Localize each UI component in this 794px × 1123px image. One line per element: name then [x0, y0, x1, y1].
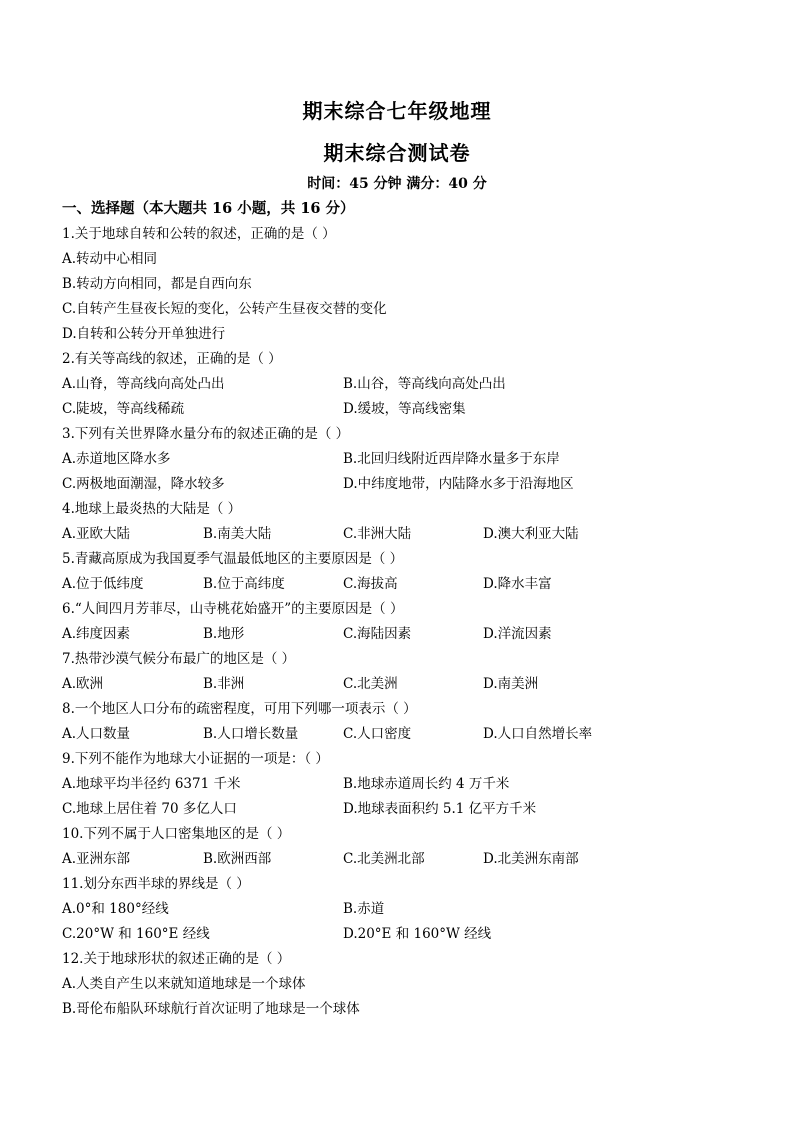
- question-option: C.非洲大陆: [343, 526, 412, 542]
- question-option: B.人口增长数量: [203, 726, 299, 742]
- question-stem: 8.一个地区人口分布的疏密程度，可用下列哪一项表示（ ）: [62, 701, 417, 717]
- option-row: [62, 722, 742, 747]
- question-option: B.山谷，等高线向高处凸出: [343, 376, 506, 392]
- option-row: [62, 797, 742, 822]
- question-option: A.纬度因素: [62, 626, 131, 642]
- question-option: D.洋流因素: [483, 626, 552, 642]
- question-stem: 2.有关等高线的叙述，正确的是（ ）: [62, 351, 282, 367]
- question-option: A.山脊，等高线向高处凸出: [62, 376, 225, 392]
- question-option: B.地球赤道周长约 4 万千米: [343, 776, 510, 792]
- option-row: [62, 922, 742, 947]
- question-stem: 5.青藏高原成为我国夏季气温最低地区的主要原因是（ ）: [62, 551, 404, 567]
- option-row: [62, 522, 742, 547]
- question-option: B.北回归线附近西岸降水量多于东岸: [343, 451, 560, 467]
- exam-title: 期末综合七年级地理: [302, 99, 492, 123]
- option-row: [62, 397, 742, 422]
- question-option: B.非洲: [203, 676, 245, 692]
- option-row: [62, 672, 742, 697]
- question-option: B.赤道: [343, 901, 385, 917]
- question-option: B.欧洲西部: [203, 851, 272, 867]
- question-option: C.自转产生昼夜长短的变化，公转产生昼夜交替的变化: [62, 301, 387, 317]
- question-option: C.地球上居住着 70 多亿人口: [62, 801, 237, 817]
- option-row: [62, 897, 742, 922]
- option-row: [62, 772, 742, 797]
- question-stem: 4.地球上最炎热的大陆是（ ）: [62, 501, 242, 517]
- question-option: D.北美洲东南部: [483, 851, 579, 867]
- question-option: D.自转和公转分开单独进行: [62, 326, 226, 342]
- question-option: A.人口数量: [62, 726, 131, 742]
- question-option: B.转动方向相同，都是自西向东: [62, 276, 252, 292]
- question-option: A.欧洲: [62, 676, 104, 692]
- question-option: C.两极地面潮湿，降水较多: [62, 476, 225, 492]
- question-option: D.缓坡，等高线密集: [343, 401, 466, 417]
- option-row: [62, 472, 742, 497]
- question-option: B.地形: [203, 626, 245, 642]
- question-stem: 12.关于地球形状的叙述正确的是（ ）: [62, 951, 291, 967]
- question-option: C.海陆因素: [343, 626, 412, 642]
- question-option: B.位于高纬度: [203, 576, 285, 592]
- option-row: [62, 572, 742, 597]
- question-stem: 11.划分东西半球的界线是（ ）: [62, 876, 250, 892]
- option-row: [62, 622, 742, 647]
- question-option: A.赤道地区降水多: [62, 451, 171, 467]
- question-stem: 10.下列不属于人口密集地区的是（ ）: [62, 826, 291, 842]
- question-option: D.人口自然增长率: [483, 726, 593, 742]
- question-option: D.降水丰富: [483, 576, 552, 592]
- question-option: A.0°和 180°经线: [62, 901, 169, 917]
- exam-subtitle: 期末综合测试卷: [323, 141, 471, 165]
- question-option: A.人类自产生以来就知道地球是一个球体: [62, 976, 306, 992]
- question-option: C.20°W 和 160°E 经线: [62, 926, 210, 942]
- question-option: C.人口密度: [343, 726, 412, 742]
- option-row: [62, 447, 742, 472]
- section-heading: 一、选择题（本大题共 16 小题，共 16 分）: [62, 200, 355, 217]
- question-stem: 9.下列不能作为地球大小证据的一项是：（ ）: [62, 751, 329, 767]
- question-option: C.北美洲北部: [343, 851, 425, 867]
- question-option: C.陡坡，等高线稀疏: [62, 401, 185, 417]
- question-option: B.南美大陆: [203, 526, 272, 542]
- question-stem: 1.关于地球自转和公转的叙述，正确的是（ ）: [62, 226, 336, 242]
- question-stem: 7.热带沙漠气候分布最广的地区是（ ）: [62, 651, 296, 667]
- question-option: B.哥伦布船队环球航行首次证明了地球是一个球体: [62, 1001, 360, 1017]
- question-option: A.亚欧大陆: [62, 526, 131, 542]
- question-option: A.位于低纬度: [62, 576, 144, 592]
- question-option: D.20°E 和 160°W 经线: [343, 926, 492, 942]
- question-option: C.北美洲: [343, 676, 398, 692]
- question-option: A.地球平均半径约 6371 千米: [62, 776, 241, 792]
- exam-time-score: 时间：45 分钟 满分：40 分: [307, 176, 487, 192]
- question-option: A.转动中心相同: [62, 251, 158, 267]
- question-option: C.海拔高: [343, 576, 398, 592]
- option-row: [62, 372, 742, 397]
- option-row: [62, 847, 742, 872]
- question-list: [62, 222, 742, 1022]
- question-option: D.南美洲: [483, 676, 539, 692]
- question-option: A.亚洲东部: [62, 851, 131, 867]
- question-stem: 6.“人间四月芳菲尽，山寺桃花始盛开”的主要原因是（ ）: [62, 601, 404, 617]
- question-option: D.地球表面积约 5.1 亿平方千米: [343, 801, 537, 817]
- question-option: D.澳大利亚大陆: [483, 526, 579, 542]
- question-stem: 3.下列有关世界降水量分布的叙述正确的是（ ）: [62, 426, 350, 442]
- question-option: D.中纬度地带，内陆降水多于沿海地区: [343, 476, 574, 492]
